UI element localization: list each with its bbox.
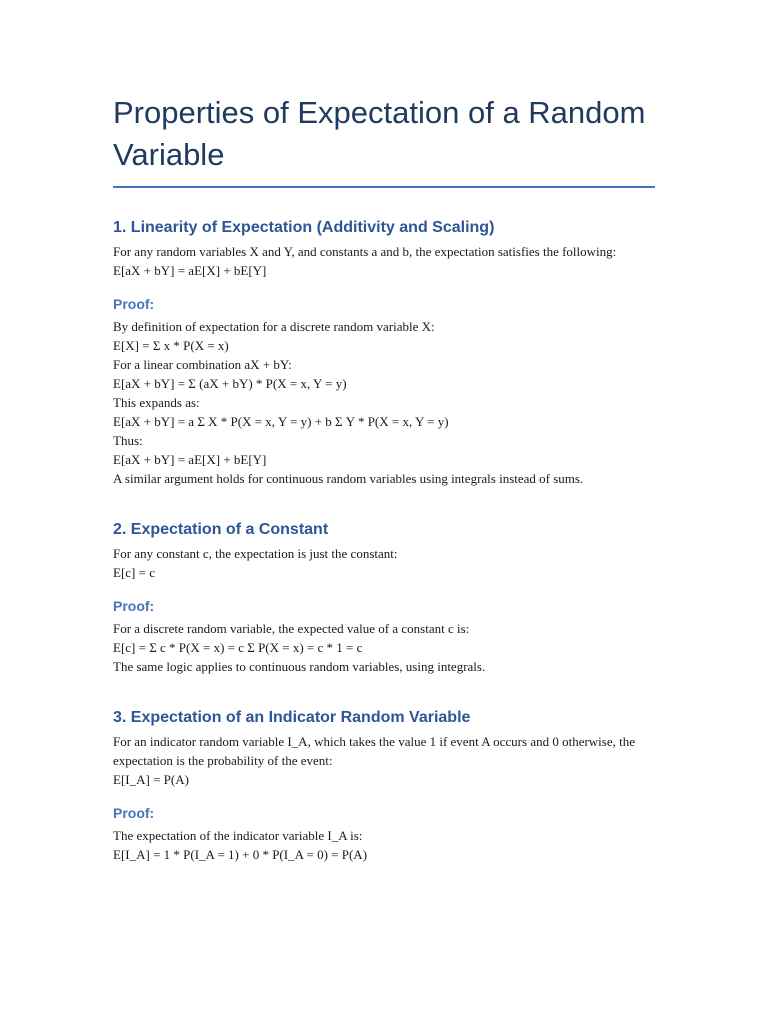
proof-heading: Proof: <box>113 296 155 312</box>
proof-line: E[c] = Σ c * P(X = x) = c Σ P(X = x) = c * 1 = c <box>113 640 363 655</box>
section-heading: 3. Expectation of an Indicator Random Variable <box>113 709 471 726</box>
section-formula: E[c] = c <box>113 565 155 580</box>
section-text: For any constant c, the expectation is just the constant: <box>113 546 398 561</box>
proof-line: E[aX + bY] = a Σ X * P(X = x, Y = y) + b Σ Y * P(X = x, Y = y) <box>113 414 449 429</box>
proof-line: Thus: <box>113 433 143 448</box>
section-text: For an indicator random variable I_A, which takes the value 1 if event A occurs and 0 otherwise, the expectation is the probability of the event: <box>113 734 636 768</box>
proof-line: E[aX + bY] = aE[X] + bE[Y] <box>113 452 267 467</box>
section-heading: 1. Linearity of Expectation (Additivity and Scaling) <box>113 219 495 236</box>
proof-line: E[I_A] = 1 * P(I_A = 1) + 0 * P(I_A = 0) = P(A) <box>113 847 368 862</box>
proof-line: This expands as: <box>113 395 200 410</box>
document-title: Properties of Expectation of a Random Variable <box>113 95 646 172</box>
proof-line: E[aX + bY] = Σ (aX + bY) * P(X = x, Y = y) <box>113 376 347 391</box>
proof-line: The expectation of the indicator variable I_A is: <box>113 828 363 843</box>
proof-heading: Proof: <box>113 805 155 821</box>
section-text: For any random variables X and Y, and constants a and b, the expectation satisfies the following: <box>113 244 617 259</box>
section-constant <box>113 520 655 676</box>
proof-line: The same logic applies to continuous random variables, using integrals. <box>113 659 486 674</box>
section-formula: E[aX + bY] = aE[X] + bE[Y] <box>113 263 267 278</box>
proof-line: E[X] = Σ x * P(X = x) <box>113 338 229 353</box>
proof-line: A similar argument holds for continuous random variables using integrals instead of sums. <box>113 471 584 486</box>
section-formula: E[I_A] = P(A) <box>113 772 189 787</box>
title-divider <box>113 186 655 188</box>
proof-line: For a linear combination aX + bY: <box>113 357 292 372</box>
proof-line: For a discrete random variable, the expected value of a constant c is: <box>113 621 470 636</box>
proof-heading: Proof: <box>113 598 155 614</box>
section-heading: 2. Expectation of a Constant <box>113 521 329 538</box>
proof-line: By definition of expectation for a discrete random variable X: <box>113 319 435 334</box>
section-indicator <box>113 708 655 864</box>
section-linearity <box>113 218 655 488</box>
document-page <box>113 92 655 864</box>
